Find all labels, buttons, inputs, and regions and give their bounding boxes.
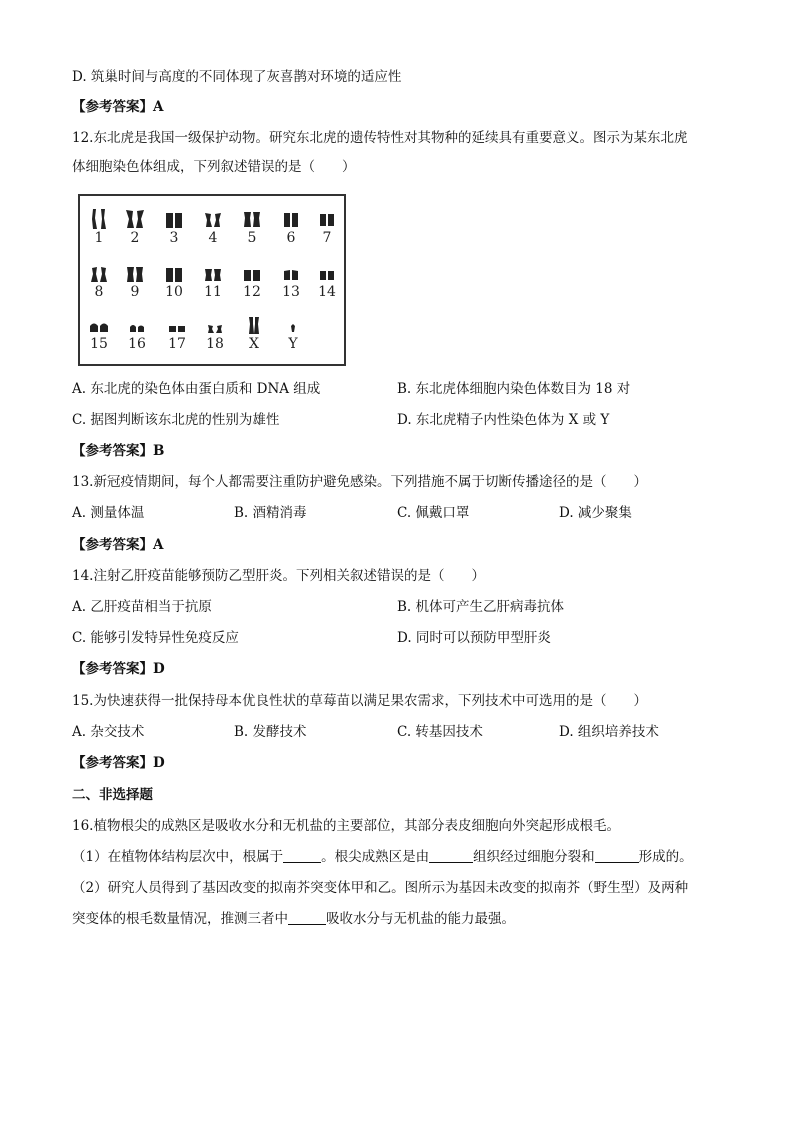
chromosome-10: 10 bbox=[157, 264, 191, 300]
q16-p1-text-a: （1）在植物体结构层次中，根属于 bbox=[72, 849, 284, 865]
q12-option-d: D. 东北虎精子内性染色体为 X 或 Y bbox=[397, 412, 610, 428]
q15-answer: 【参考答案】D bbox=[72, 755, 165, 771]
q15-stem: 15.为快速获得一批保持母本优良性状的草莓苗以满足果农需求，下列技术中可选用的是（ ） bbox=[72, 693, 647, 709]
q12-option-b: B. 东北虎体细胞内染色体数目为 18 对 bbox=[397, 381, 631, 397]
q14-option-a: A. 乙肝疫苗相当于抗原 bbox=[72, 599, 212, 615]
q16-part1 bbox=[72, 848, 693, 866]
q16-part2-line1: （2）研究人员得到了基因改变的拟南芥突变体甲和乙。图所示为基因未改变的拟南芥（野生型）及两种 bbox=[72, 880, 689, 896]
chromosome-18: 18 bbox=[198, 318, 232, 352]
q15-option-b: B. 发酵技术 bbox=[234, 724, 307, 740]
q16-stem: 16.植物根尖的成熟区是吸收水分和无机盐的主要部位，其部分表皮细胞向外突起形成根毛。 bbox=[72, 818, 620, 834]
q16-p2-text-b: 吸收水分与无机盐的能力最强。 bbox=[326, 911, 515, 927]
q12-option-c: C. 据图判断该东北虎的性别为雄性 bbox=[72, 412, 280, 428]
q11-option-d: D. 筑巢时间与高度的不同体现了灰喜鹊对环境的适应性 bbox=[72, 69, 402, 85]
q16-p1-text-b: 。根尖成熟区是由 bbox=[321, 849, 430, 865]
q16-p2-text-a: 突变体的根毛数量情况，推测三者中 bbox=[72, 911, 288, 927]
q11-answer: 【参考答案】A bbox=[72, 99, 164, 115]
chromosome-6: 6 bbox=[274, 208, 308, 246]
chromosome-8: 8 bbox=[82, 264, 116, 300]
q14-option-d: D. 同时可以预防甲型肝炎 bbox=[397, 630, 551, 646]
answer-blank-1[interactable] bbox=[283, 848, 321, 863]
chromosome-4: 4 bbox=[196, 208, 230, 246]
chromosome-12: 12 bbox=[235, 264, 269, 300]
q12-option-a: A. 东北虎的染色体由蛋白质和 DNA 组成 bbox=[72, 381, 321, 397]
q15-option-d: D. 组织培养技术 bbox=[559, 724, 659, 740]
q14-option-c: C. 能够引发特异性免疫反应 bbox=[72, 630, 239, 646]
answer-blank-3[interactable] bbox=[595, 848, 639, 863]
karyotype-figure bbox=[78, 194, 346, 366]
chromosome-13: 13 bbox=[274, 264, 308, 300]
q15-option-a: A. 杂交技术 bbox=[72, 724, 145, 740]
chromosome-15: 15 bbox=[82, 318, 116, 352]
q13-option-b: B. 酒精消毒 bbox=[234, 505, 307, 521]
q16-p1-text-d: 形成的。 bbox=[638, 849, 693, 865]
q15-option-c: C. 转基因技术 bbox=[397, 724, 483, 740]
section-title: 二、非选择题 bbox=[72, 787, 153, 803]
q13-option-a: A. 测量体温 bbox=[72, 505, 145, 521]
chromosome-14: 14 bbox=[310, 264, 344, 300]
chromosome-1: 1 bbox=[82, 208, 116, 246]
q12-stem-line2: 体细胞染色体组成，下列叙述错误的是（ ） bbox=[72, 159, 356, 175]
q13-option-d: D. 减少聚集 bbox=[559, 505, 632, 521]
q14-stem: 14.注射乙肝疫苗能够预防乙型肝炎。下列相关叙述错误的是（ ） bbox=[72, 568, 485, 584]
q13-stem: 13.新冠疫情期间，每个人都需要注重防护避免感染。下列措施不属于切断传播途径的是（ ） bbox=[72, 474, 647, 490]
q14-answer: 【参考答案】D bbox=[72, 661, 165, 677]
chromosome-y: Y bbox=[276, 318, 310, 352]
chromosome-17: 17 bbox=[160, 318, 194, 352]
chromosome-5: 5 bbox=[235, 208, 269, 246]
answer-blank-2[interactable] bbox=[429, 848, 473, 863]
chromosome-9: 9 bbox=[118, 264, 152, 300]
chromosome-7: 7 bbox=[310, 208, 344, 246]
q13-option-c: C. 佩戴口罩 bbox=[397, 505, 470, 521]
q12-stem-line1: 12.东北虎是我国一级保护动物。研究东北虎的遗传特性对其物种的延续具有重要意义。图示为某东北虎 bbox=[72, 130, 688, 146]
chromosome-11: 11 bbox=[196, 264, 230, 300]
q16-part2-line2 bbox=[72, 910, 515, 928]
chromosome-2: 2 bbox=[118, 208, 152, 246]
chromosome-x: X bbox=[237, 314, 271, 352]
answer-blank-4[interactable] bbox=[288, 910, 326, 925]
q14-option-b: B. 机体可产生乙肝病毒抗体 bbox=[397, 599, 565, 615]
q13-answer: 【参考答案】A bbox=[72, 537, 164, 553]
q16-p1-text-c: 组织经过细胞分裂和 bbox=[473, 849, 595, 865]
chromosome-16: 16 bbox=[120, 318, 154, 352]
chromosome-3: 3 bbox=[157, 208, 191, 246]
q12-answer: 【参考答案】B bbox=[72, 443, 165, 459]
